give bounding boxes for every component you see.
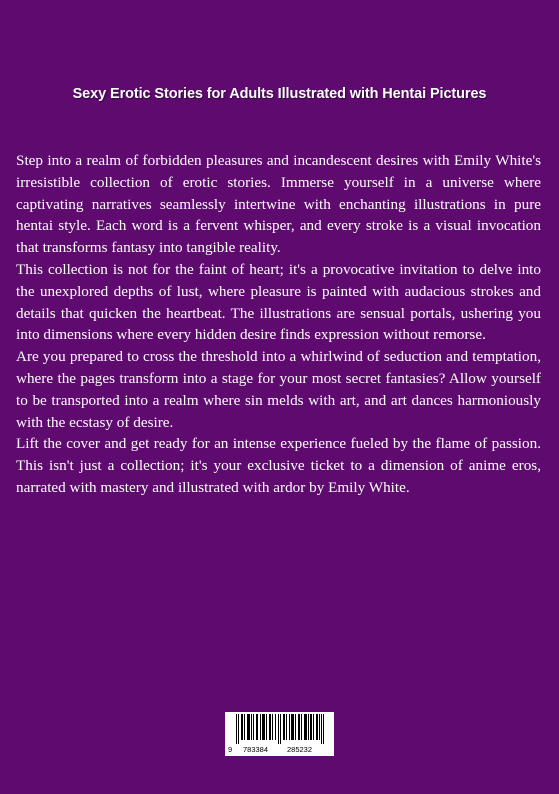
description-paragraph-4: Lift the cover and get ready for an intense experience fueled by the flame of passion. This isn't just a collection; it's your exclusive ticket to a dimension of anime eros, narrated with mastery and illustrated with ardor by Emily White. — [16, 435, 541, 496]
isbn-barcode — [225, 712, 334, 756]
description-block — [16, 150, 541, 499]
description-paragraph-3: Are you prepared to cross the threshold into a whirlwind of seduction and temptation, where the pages transform into a stage for your most secret fantasies? Allow yourself to be transported into a realm where sin melds with art, and art dances harmoniously with the ecstasy of desire. — [16, 348, 541, 431]
cover-title: Sexy Erotic Stories for Adults Illustrated with Hentai Pictures — [72, 86, 487, 102]
description-paragraph-1: Step into a realm of forbidden pleasures and incandescent desires with Emily White's irresistible collection of erotic stories. Immerse yourself in a universe where captivating narratives seamlessly intertwine with enchanting illustrations in pure hentai style. Each word is a fervent whisper, and every stroke is a visual invocation that transforms fantasy into tangible reality. — [16, 152, 541, 257]
description-paragraph-2: This collection is not for the faint of heart; it's a provocative invitation to delve into the unexplored depths of lust, where pleasure is painted with audacious strokes and details that quicken the heartbeat. The illustrations are sensual portals, ushering you into dimensions where every hidden desire finds expression without remorse. — [16, 260, 541, 344]
barcode-digits — [225, 744, 334, 754]
barcode-bars — [227, 714, 332, 744]
barcode-left-group: 783384 — [243, 745, 269, 754]
barcode-first-digit: 9 — [228, 745, 233, 754]
barcode-right-group: 285232 — [287, 745, 313, 754]
